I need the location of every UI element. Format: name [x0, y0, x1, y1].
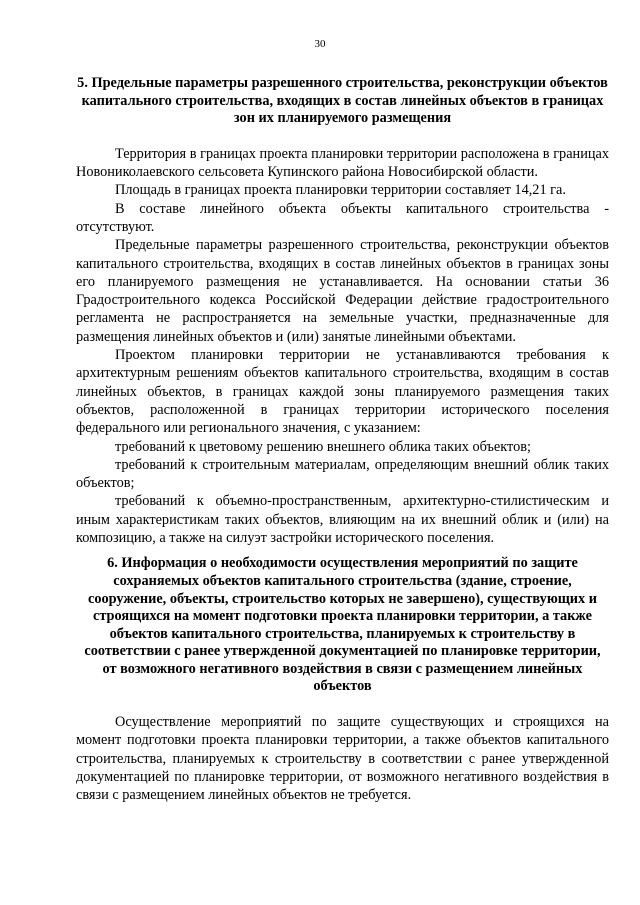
list-paragraph: требований к объемно-пространственным, архитектурно-стилистическим и иным характеристикам таких объектов, влияющим на их внешний облик и (или) на композицию, а также на силуэт застройки исторического поселения. [76, 493, 609, 547]
page-number: 30 [314, 38, 326, 50]
section-5-heading: 5. Предельные параметры разрешенного строительства, реконструкции объектов капитального строительства, входящих в состав линейных объектов в границах зон их планируемого размещения [77, 75, 608, 127]
paragraph: Проектом планировки территории не устанавливаются требования к архитектурным решениям объектов капитального строительства, входящим в состав линейных объектов, в границах каждой зоны планируемого размещения таких объектов, расположенной в границах территории исторического поселения федерального или регионального значения, с указанием: [76, 347, 609, 437]
paragraph: Осуществление мероприятий по защите существующих и строящихся на момент подготовки проекта планировки территории, а также объектов капитального строительства, планируемых к строительству в соответствии с ранее утвержденной документацией по планировке территории, от возможного негативного воздействия в связи с размещением линейных объектов не требуется. [76, 714, 609, 804]
section-6-heading: 6. Информация о необходимости осуществления мероприятий по защите сохраняемых объектов капитального строительства (здание, строение, сооружение, объекты, строительство которых не завершено), существующих и строящихся на момент подготовки проекта планировки территории, а также объектов капитального строительства, планируемых к строительству в соответствии с ранее утвержденной документацией по планировке территории, от возможного негативного воздействия в связи с размещением линейных объектов [84, 555, 601, 695]
list-paragraph: требований к строительным материалам, определяющим внешний облик таких объектов; [76, 456, 609, 492]
paragraph: Территория в границах проекта планировки территории расположена в границах Новониколаевского сельсовета Купинского района Новосибирской области. [76, 145, 609, 181]
list-paragraph: требований к цветовому решению внешнего облика таких объектов; [115, 438, 531, 455]
paragraph: Предельные параметры разрешенного строительства, реконструкции объектов капитального строительства, входящих в состав линейных объектов в границах зоны его планируемого размещения не устанавливается. На основании статьи 36 Градостроительного кодекса Российской Федерации действие градостроительного регламента не распространяется на земельные участки, предназначенные для размещения линейных объектов и (или) занятые линейными объектами. [76, 237, 609, 345]
paragraph: В составе линейного объекта объекты капитального строительства - отсутствуют. [76, 200, 609, 235]
paragraph: Площадь в границах проекта планировки территории составляет 14,21 га. [115, 182, 566, 199]
page-content [76, 75, 609, 805]
